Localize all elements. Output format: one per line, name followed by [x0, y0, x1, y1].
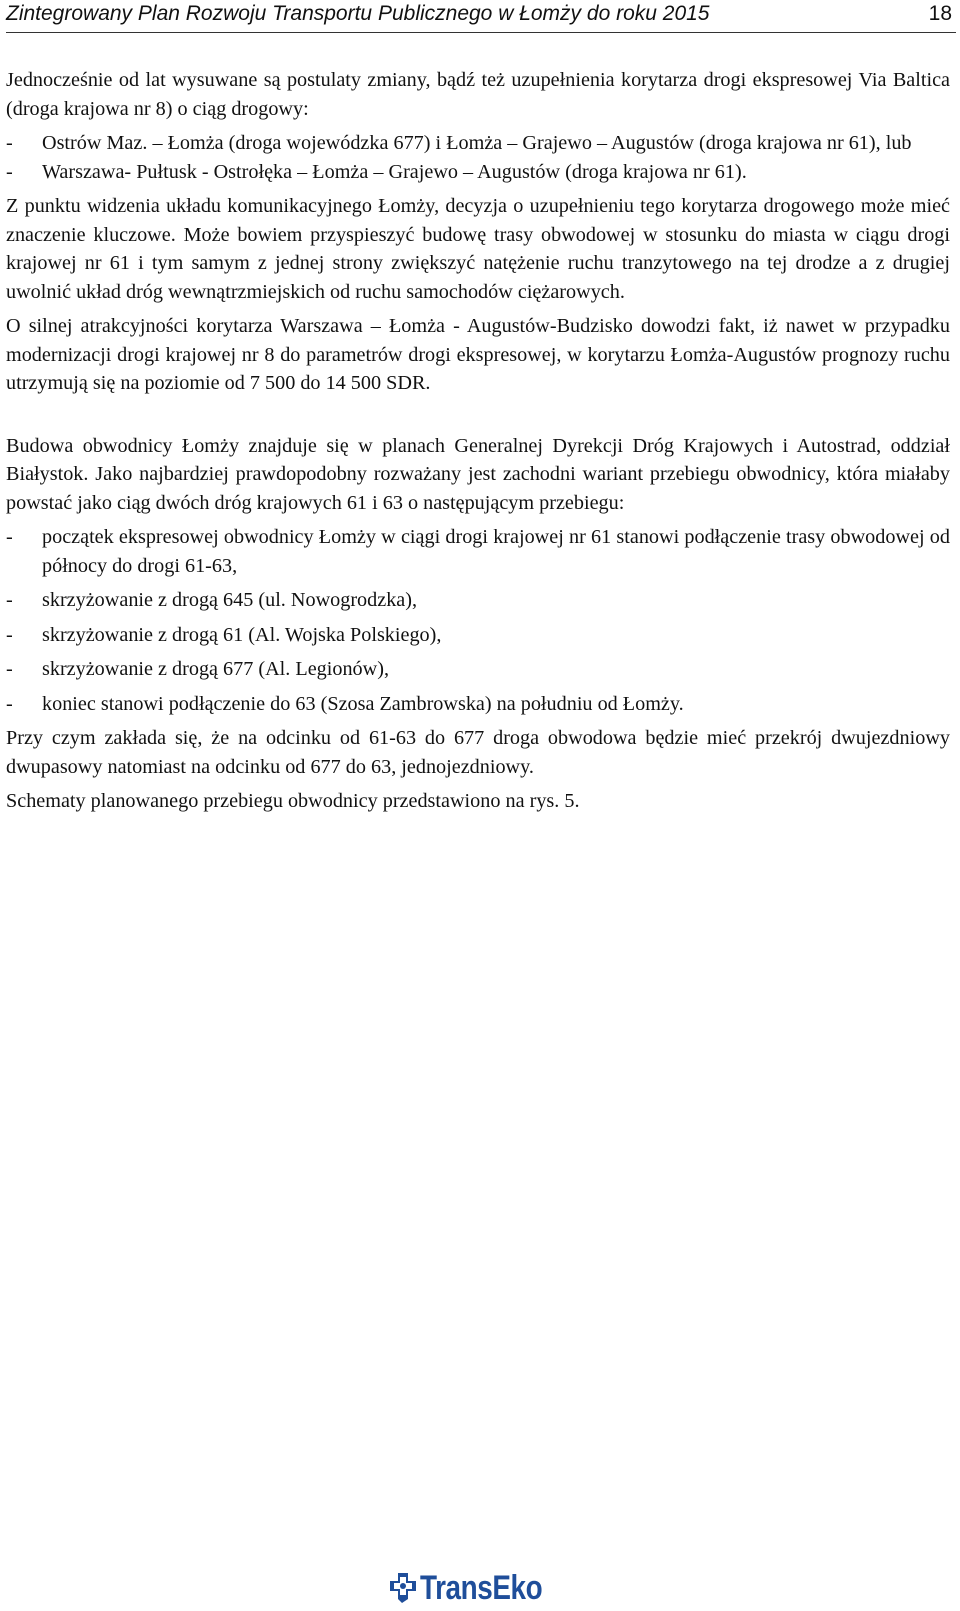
list-item: - początek ekspresowej obwodnicy Łomży w ciągi drogi krajowej nr 61 stanowi podłączenie trasy obwodowej od północy do drogi 61-63,: [6, 523, 950, 580]
paragraph-bypass: Budowa obwodnicy Łomży znajduje się w planach Generalnej Dyrekcji Dróg Krajowych i Autostrad, oddział Białystok. Jako najbardziej prawdopodobny rozważany jest zachodni wariant przebiegu obwodnicy, która miałaby powstać jako ciąg dwóch dróg krajowych 61 i 63 o następującym przebiegu:: [6, 434, 950, 514]
paragraph-figure-reference: Schematy planowanego przebiegu obwodnicy przedstawiono na rys. 5.: [6, 790, 580, 812]
paragraph-intro: Jednocześnie od lat wysuwane są postulaty zmiany, bądź też uzupełnienia korytarza drogi ekspresowej Via Baltica (droga krajowa nr 8) o ciąg drogowy:: [6, 69, 950, 120]
list-item: - Warszawa- Pułtusk - Ostrołęka – Łomża – Grajewo – Augustów (droga krajowa nr 61).: [6, 158, 950, 187]
document-body: [6, 66, 950, 822]
transeko-logo-icon: [388, 1571, 418, 1605]
route-options-list: [6, 129, 950, 186]
list-item: - skrzyżowanie z drogą 645 (ul. Nowogrodzka),: [6, 586, 950, 615]
paragraph-cross-section: Przy czym zakłada się, że na odcinku od 61-63 do 677 droga obwodowa będzie mieć przekrój dwujezdniowy dwupasowy natomiast na odcinku od 677 do 63, jednojezdniowy.: [6, 727, 950, 778]
page-header: [6, 0, 956, 33]
list-item: - Ostrów Maz. – Łomża (droga wojewódzka 677) i Łomża – Grajewo – Augustów (droga krajowa nr 61), lub: [6, 129, 950, 158]
list-item: - skrzyżowanie z drogą 61 (Al. Wojska Polskiego),: [6, 621, 950, 650]
page-number: 18: [928, 2, 952, 25]
footer-logo: [388, 1570, 569, 1606]
bypass-route-list: [6, 523, 950, 718]
list-item: - skrzyżowanie z drogą 677 (Al. Legionów),: [6, 655, 950, 684]
list-item: - koniec stanowi podłączenie do 63 (Szosa Zambrowska) na południu od Łomży.: [6, 690, 950, 719]
paragraph-corridor: O silnej atrakcyjności korytarza Warszawa – Łomża - Augustów-Budzisko dowodzi fakt, iż nawet w przypadku modernizacji drogi krajowej nr 8 do parametrów drogi ekspresowej, w korytarzu Łomża-Augustów prognozy ruchu utrzymują się na poziomie od 7 500 do 14 500 SDR.: [6, 315, 950, 394]
paragraph-decision: Z punktu widzenia układu komunikacyjnego Łomży, decyzja o uzupełnieniu tego korytarza drogowego może mieć znaczenie kluczowe. Może bowiem przyspieszyć budowę trasy obwodowej w stosunku do miasta w ciągu drogi krajowej nr 61 i tym samym z jednej strony zwiększyć natężenie ruchu tranzytowego na tej drodze a z drugiej uwolnić układ dróg wewnątrzmiejskich od ruchu samochodów ciężarowych.: [6, 195, 950, 303]
document-title: Zintegrowany Plan Rozwoju Transportu Publicznego w Łomży do roku 2015: [6, 2, 710, 25]
logo-wordmark: TransEko: [420, 1569, 543, 1607]
